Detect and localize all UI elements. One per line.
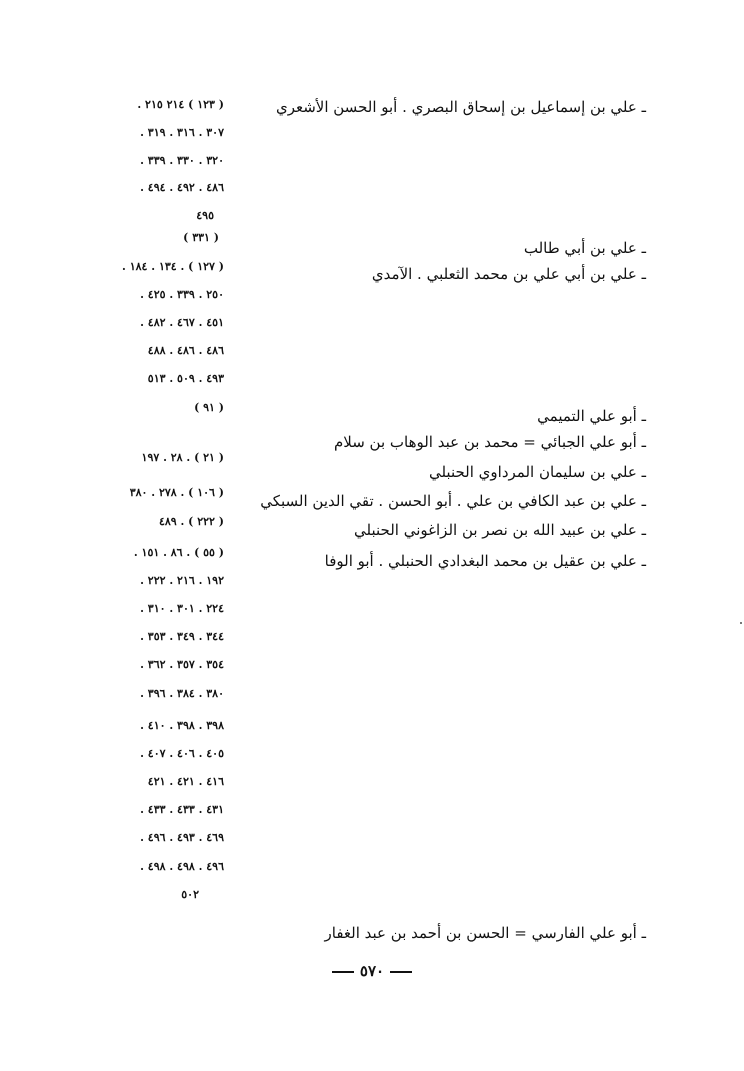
index-entry: ـ علي بن عبيد الله بن نصر بن الزاغوني الحنبلي <box>354 521 646 539</box>
scan-speck <box>740 622 742 624</box>
page-number <box>300 962 444 980</box>
page-refs-line: ( ١٢٧ ) . ١٣٤ . ١٨٤ . <box>122 260 224 273</box>
index-entry: ـ أبو علي الجبائي = محمد بن عبد الوهاب بن سلام <box>333 433 646 451</box>
page-refs-line: ٤٩٣ . ٥٠٩ . ٥١٣ <box>147 372 224 385</box>
folio-dash-left <box>332 971 354 973</box>
folio-number: ٥٧٠ <box>359 962 385 980</box>
index-entry: ـ علي بن سليمان المرداوي الحنبلي <box>428 463 646 481</box>
page-refs-line: ( ٢٢٢ ) . ٤٨٩ <box>158 515 224 528</box>
page-refs-line: ( ١٠٦ ) . ٢٧٨ . ٣٨٠ <box>129 486 224 499</box>
page-refs-line: ٤٩٦ . ٤٩٨ . ٤٩٨ . <box>140 860 224 873</box>
page-refs-line: ( ١٢٣ ) ٢١٤ ٢١٥ . <box>137 98 224 111</box>
page-refs-line: ٤٦٩ . ٤٩٣ . ٤٩٦ . <box>140 831 224 844</box>
page-refs-line: ٤١٦ . ٤٢١ . ٤٢١ <box>147 775 224 788</box>
page-refs-line: ( ٢١ ) . ٢٨ . ١٩٧ <box>141 451 224 464</box>
page-refs-line: ٤٥١ . ٤٦٧ . ٤٨٢ . <box>140 316 224 329</box>
page-refs-line: ١٩٢ . ٢١٦ . ٢٢٢ . <box>140 574 224 587</box>
folio-dash-right <box>390 971 412 973</box>
page-refs-line: ٢٥٠ . ٣٣٩ . ٤٢٥ . <box>140 288 224 301</box>
page-refs-line: ٢٢٤ . ٣٠١ . ٣١٠ . <box>140 602 224 615</box>
index-entry: ـ علي بن عقيل بن محمد البغدادي الحنبلي . أبو الوفا <box>324 552 646 570</box>
page-refs-line: ( ٣٣١ ) <box>183 231 219 244</box>
page-refs-line: ٥٠٢ <box>181 888 199 901</box>
page-refs-line: ٤٨٦ . ٤٨٦ . ٤٨٨ <box>147 344 224 357</box>
page-refs-line: ٣٤٤ . ٣٤٩ . ٣٥٣ . <box>140 630 224 643</box>
page-refs-line: ٤٨٦ . ٤٩٢ . ٤٩٤ . <box>140 181 224 194</box>
page-refs-line: ٣٥٤ . ٣٥٧ . ٣٦٢ . <box>140 658 224 671</box>
index-entry: ـ علي بن أبي علي بن محمد الثعلبي . الآمدي <box>371 265 646 283</box>
page-refs-line: ٤٩٥ <box>196 209 214 222</box>
page-refs-line: ٣٨٠ . ٣٨٤ . ٣٩٦ . <box>140 687 224 700</box>
index-entry: ـ علي بن عبد الكافي بن علي . أبو الحسن . تقي الدين السبكي <box>260 492 646 510</box>
page-refs-line: ٣٢٠ . ٣٣٠ . ٣٣٩ . <box>140 154 224 167</box>
page-refs-line: ٣٩٨ . ٣٩٨ . ٤١٠ . <box>140 719 224 732</box>
page-refs-line: ٤٣١ . ٤٣٣ . ٤٣٣ . <box>140 803 224 816</box>
index-entry: ـ علي بن أبي طالب <box>523 239 646 257</box>
page-refs-line: ٤٠٥ . ٤٠٦ . ٤٠٧ . <box>140 747 224 760</box>
page-refs-line: ٣٠٧ . ٣١٦ . ٣١٩ . <box>140 126 224 139</box>
page-refs-line: ( ٩١ ) <box>194 401 224 414</box>
index-entry: ـ أبو علي التميمي <box>537 407 646 425</box>
page-refs-line: ( ٥٥ ) . ٨٦ . ١٥١ . <box>133 546 224 559</box>
index-entry: ـ علي بن إسماعيل بن إسحاق البصري . أبو الحسن الأشعري <box>275 98 646 116</box>
index-entry: ـ أبو علي الفارسي = الحسن بن أحمد بن عبد الغفار <box>324 924 646 942</box>
